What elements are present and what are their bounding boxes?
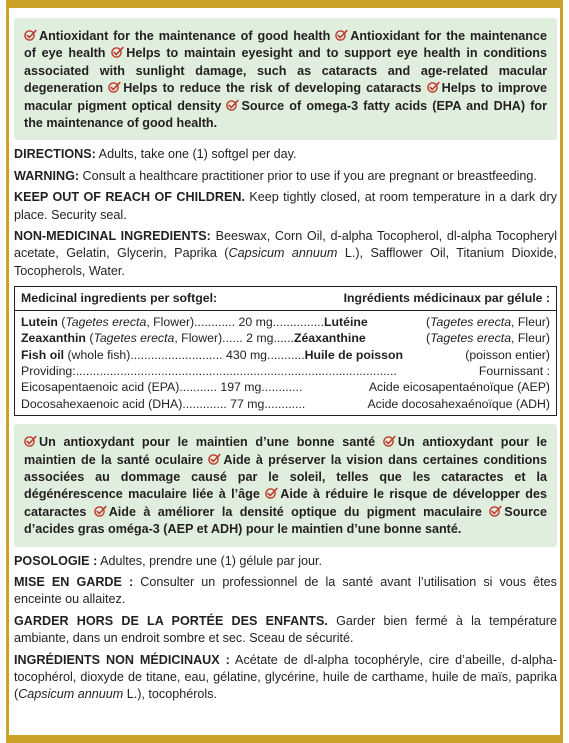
claim-item: Aide à améliorer la densité optique du pigment maculaire	[94, 505, 482, 519]
table-header-en: Medicinal ingredients per softgel:	[15, 287, 279, 310]
check-circle-icon	[24, 435, 37, 446]
claim-item: Source d’acides gras oméga-3 (AEP et ADH) pour le maintien d’une bonne santé.	[24, 504, 547, 537]
directions: DIRECTIONS: Adults, take one (1) softgel per day.	[14, 147, 297, 162]
claims-english	[14, 18, 557, 140]
claim-item: Antioxidant for the maintenance of good health	[24, 29, 330, 43]
garder-hors-portee: GARDER HORS DE LA PORTÉE DES ENFANTS. Garder bien fermé à la température ambiante, dans un endroit sombre et sec. Sceau de sécurité.	[14, 613, 557, 646]
non-medicinal-ingredients-fr: INGRÉDIENTS NON MÉDICINAUX : Acétate de dl-alpha tocophéryle, cire d’abeille, d-alpha-tocophérol, dioxyde de titane, eau, gélatine, glycérine, huile de carthame, huile de maïs, paprika (Capsicum annuum L.), tocophérols.	[14, 652, 557, 702]
claims-french	[14, 424, 557, 546]
table-row: Zeaxanthin (Tagetes erecta, Flower)...... 2 mg......Zéaxanthine (Tagetes erecta, Fleur)	[21, 331, 550, 346]
posologie: POSOLOGIE : Adultes, prendre une (1) gélule par jour.	[14, 553, 323, 568]
claim-item: Helps to reduce the risk of developing cataracts	[108, 81, 421, 95]
claim-item: Antioxidant for the maintenance of eye health	[24, 29, 548, 61]
check-circle-icon	[265, 487, 278, 498]
check-circle-icon	[208, 453, 221, 464]
check-circle-icon	[427, 81, 440, 92]
claim-item: Helps to maintain eyesight and to support eye health in conditions associated with sunlight damage, such as cataracts and age-related macular degeneration	[24, 46, 547, 96]
table-header-row	[15, 287, 557, 310]
claim-item: Aide à préserver la vision dans certaines conditions associées au dommage causé par le soleil, telles que les cataractes et la dégénérescence maculaire liée à l’âge	[24, 452, 547, 502]
mise-en-garde: MISE EN GARDE : Consulter un professionnel de la santé avant l’utilisation si vous êtes enceinte ou allaitez.	[14, 574, 557, 607]
keep-out-of-reach: KEEP OUT OF REACH OF CHILDREN. Keep tightly closed, at room temperature in a dark dry place. Security seal.	[14, 190, 557, 222]
claim-item: Un antioxydant pour le maintien d’une bonne santé	[24, 435, 375, 449]
table-row: Lutein (Tagetes erecta, Flower)............ 20 mg...............Lutéine (Tagetes erecta, Fleur)	[21, 314, 550, 329]
claim-item: Aide à réduire le risque de développer des cataractes	[24, 487, 548, 519]
table-row: Docosahexaenoic acid (DHA)............. 77 mg............ Acide docosahexaénoïque (ADH)	[21, 396, 550, 411]
label-content	[14, 18, 557, 704]
check-circle-icon	[335, 29, 348, 40]
check-circle-icon	[226, 99, 239, 110]
check-circle-icon	[94, 505, 107, 516]
claim-item: Helps to improve macular pigment optical density	[24, 81, 548, 113]
claim-item: Source of omega-3 fatty acids (EPA and DHA) for the maintenance of good health.	[24, 98, 548, 131]
table-row: Providing:.............................................................................................. Fournissant :	[21, 363, 550, 378]
medicinal-ingredients-table	[14, 286, 557, 416]
check-circle-icon	[383, 435, 396, 446]
check-circle-icon	[489, 505, 502, 516]
warning: WARNING: Consult a healthcare practitioner prior to use if you are pregnant or breastfeeding.	[14, 168, 537, 183]
check-circle-icon	[108, 81, 121, 92]
check-circle-icon	[24, 29, 37, 40]
frame-bottom-bar	[6, 735, 563, 743]
non-medicinal-ingredients-en: NON-MEDICINAL INGREDIENTS: Beeswax, Corn Oil, d-alpha Tocopherol, dl-alpha Tocopheryl acetate, Gelatin, Glycerin, Paprika (Capsicum annuum L.), Safflower Oil, Titanium Dioxide, Tocopherols, Water.	[14, 229, 558, 278]
table-header-fr: Ingrédients médicinaux par gélule :	[279, 287, 557, 310]
claim-item: Un antioxydant pour le maintien de la santé oculaire	[24, 435, 547, 467]
check-circle-icon	[111, 46, 124, 57]
table-row: Fish oil (whole fish)........................... 430 mg...........Huile de poisson (poisson entier)	[21, 347, 550, 362]
table-row: Eicosapentaenoic acid (EPA)........... 197 mg............ Acide eicosapentaénoïque (AEP)	[21, 380, 550, 395]
